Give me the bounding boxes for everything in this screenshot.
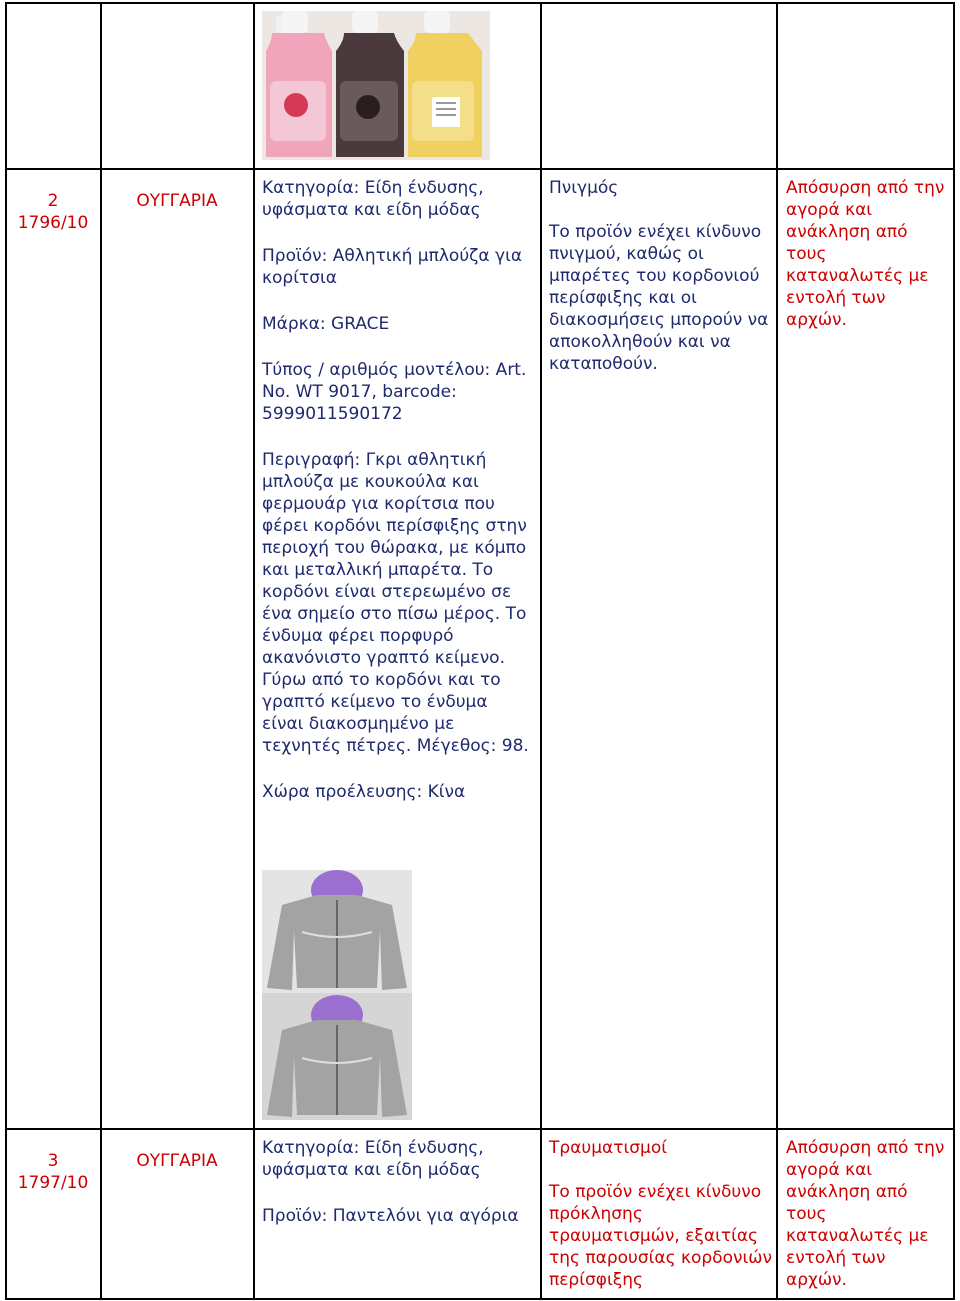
notification-reference: 1796/10	[17, 213, 89, 233]
column-divider	[776, 2, 778, 1300]
product-name: Προϊόν: Αθλητική μπλούζα για κορίτσια	[262, 246, 523, 288]
product-brand: Μάρκα: GRACE	[262, 314, 390, 334]
milk-shower-gel-bottles-photo	[262, 11, 490, 160]
product-model: Τύπος / αριθμός μοντέλου: Art. No. WT 9017, barcode: 5999011590172	[262, 360, 527, 424]
product-photo	[262, 11, 490, 160]
product-name: Προϊόν: Παντελόνι για αγόρια	[262, 1206, 519, 1226]
column-divider	[540, 2, 542, 1300]
column-divider	[253, 2, 255, 1300]
risk-cell	[549, 177, 773, 375]
country-cell	[104, 190, 250, 212]
product-category: Κατηγορία: Είδη ένδυσης, υφάσματα και είδη μόδας	[262, 178, 484, 220]
row-divider	[5, 1128, 955, 1130]
risk-cell	[549, 1137, 773, 1291]
row-divider	[5, 168, 955, 170]
notification-number: 2	[47, 191, 59, 211]
risk-description: Το προϊόν ενέχει κίνδυνο πνιγμού, καθώς οι μπαρέτες του κορδονιού περίσφιξης και οι διακοσμήσεις μπορούν να αποκολληθούν και να καταποθούν.	[549, 222, 769, 374]
notification-number-cell	[8, 1150, 98, 1194]
row-divider	[5, 2, 955, 4]
hoodie-photo	[262, 870, 412, 1120]
notification-number-cell	[8, 190, 98, 234]
measures-text: Απόσυρση από την αγορά και ανάκληση από τους καταναλωτές με εντολή των αρχών.	[786, 1138, 945, 1290]
product-description: Περιγραφή: Γκρι αθλητική μπλούζα με κουκούλα και φερμουάρ για κορίτσια που φέρει κορδόνι περίσφιξης στην περιοχή του θώρακα, με κόμπο και μεταλλική μπαρέτα. Το κορδόνι είναι στερεωμένο σε ένα σημείο στο πίσω μέρος. Το ένδυμα φέρει πορφυρό ακανόνιστο γραπτό κείμενο. Γύρω από το κορδόνι και το γραπτό κείμενο το ένδυμα είναι διακοσμημένο με τεχνητές πέτρες. Μέγεθος: 98.	[262, 450, 529, 756]
table-border-right	[953, 2, 955, 1300]
table-border-left	[5, 2, 7, 1300]
country: ΟΥΓΓΑΡΙΑ	[136, 191, 218, 211]
grey-hoodie-photo	[262, 870, 412, 1120]
risk-title: Τραυματισμοί	[549, 1138, 667, 1158]
risk-title: Πνιγμός	[549, 178, 619, 198]
measures-cell	[786, 177, 946, 331]
product-details-cell	[262, 1137, 532, 1227]
measures-cell	[786, 1137, 946, 1291]
column-divider	[100, 2, 102, 1300]
product-category: Κατηγορία: Είδη ένδυσης, υφάσματα και είδη μόδας	[262, 1138, 484, 1180]
country-cell	[104, 1150, 250, 1172]
risk-description: Το προϊόν ενέχει κίνδυνο πρόκλησης τραυματισμών, εξαιτίας της παρουσίας κορδονιών περίσφιξης	[549, 1182, 772, 1290]
product-details-cell	[262, 177, 532, 803]
notification-number: 3	[47, 1151, 59, 1171]
measures-text: Απόσυρση από την αγορά και ανάκληση από τους καταναλωτές με εντολή των αρχών.	[786, 178, 945, 330]
country: ΟΥΓΓΑΡΙΑ	[136, 1151, 218, 1171]
notification-reference: 1797/10	[17, 1173, 89, 1193]
product-origin: Χώρα προέλευσης: Κίνα	[262, 782, 466, 802]
table-border-bottom	[5, 1298, 955, 1300]
